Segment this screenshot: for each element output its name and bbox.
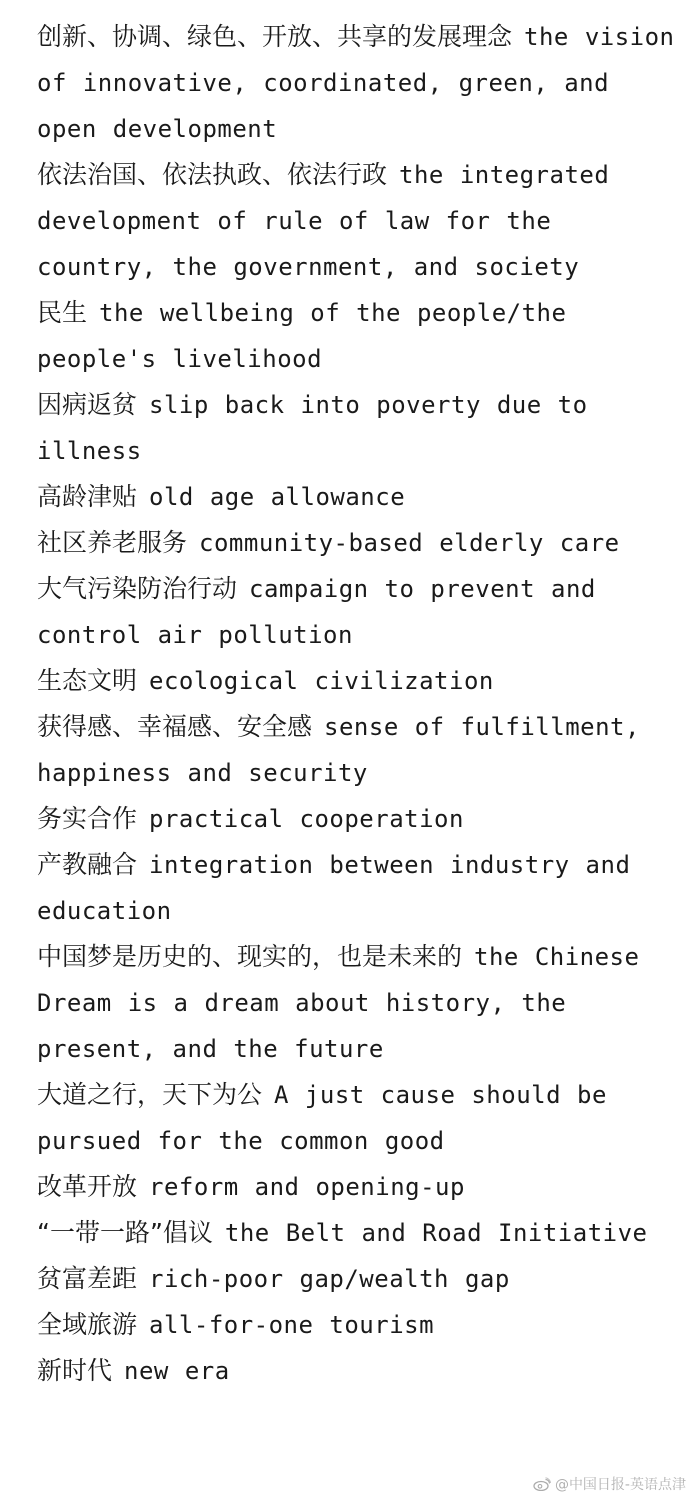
entry-english: new era (124, 1357, 230, 1385)
entry-chinese: 全域旅游 (37, 1310, 138, 1339)
entry-english: A just cause should be pursued for the common good (37, 1081, 607, 1155)
entry-english: the wellbeing of the people/the people's livelihood (37, 299, 567, 373)
glossary-entry (37, 152, 677, 290)
entry-chinese: 获得感、幸福感、安全感 (37, 712, 313, 741)
entry-chinese: 产教融合 (37, 850, 138, 879)
glossary-entry (37, 520, 677, 566)
glossary-entry (37, 1256, 677, 1302)
entry-english: the integrated development of rule of law for the country, the government, and society (37, 161, 610, 281)
entry-english: ecological civilization (149, 667, 494, 695)
glossary-entry (37, 290, 677, 382)
glossary (37, 14, 677, 1394)
entry-english: the Belt and Road Initiative (224, 1219, 648, 1247)
entry-chinese: 依法治国、依法执政、依法行政 (37, 160, 388, 189)
source-watermark (533, 1474, 686, 1494)
entry-english: the Chinese Dream is a dream about history, the present, and the future (37, 943, 640, 1063)
entry-chinese: 贫富差距 (37, 1264, 138, 1293)
entry-english: reform and opening-up (149, 1173, 465, 1201)
glossary-entry (37, 382, 677, 474)
entry-chinese: 民生 (37, 298, 88, 327)
entry-chinese: “一带一路”倡议 (37, 1218, 213, 1247)
glossary-entry (37, 1302, 677, 1348)
entry-english: all-for-one tourism (149, 1311, 435, 1339)
entry-english: practical cooperation (149, 805, 464, 833)
entry-chinese: 社区养老服务 (37, 528, 188, 557)
entry-chinese: 新时代 (37, 1356, 113, 1385)
glossary-entry (37, 704, 677, 796)
entry-chinese: 大气污染防治行动 (37, 574, 238, 603)
entry-english: old age allowance (149, 483, 406, 511)
glossary-entry (37, 14, 677, 152)
entry-english: slip back into poverty due to illness (37, 391, 588, 465)
entry-english: campaign to prevent and control air pollution (37, 575, 596, 649)
glossary-entry (37, 1072, 677, 1164)
glossary-entry (37, 474, 677, 520)
entry-chinese: 中国梦是历史的、现实的，也是未来的 (37, 942, 463, 971)
entry-english: community-based elderly care (199, 529, 620, 557)
glossary-entry (37, 658, 677, 704)
entry-english: the vision of innovative, coordinated, green, and open development (37, 23, 675, 143)
entry-english: integration between industry and education (37, 851, 631, 925)
entry-chinese: 改革开放 (37, 1172, 138, 1201)
entry-chinese: 大道之行，天下为公 (37, 1080, 263, 1109)
glossary-entry (37, 842, 677, 934)
glossary-entry (37, 1164, 677, 1210)
entry-chinese: 高龄津贴 (37, 482, 138, 511)
entry-english: sense of fulfillment, happiness and security (37, 713, 640, 787)
entry-chinese: 务实合作 (37, 804, 138, 833)
entry-chinese: 生态文明 (37, 666, 138, 695)
entry-chinese: 因病返贫 (37, 390, 138, 419)
glossary-entry (37, 934, 677, 1072)
glossary-entry (37, 1210, 677, 1256)
glossary-entry (37, 1348, 677, 1394)
entry-english: rich-poor gap/wealth gap (149, 1265, 510, 1293)
glossary-entry (37, 566, 677, 658)
entry-chinese: 创新、协调、绿色、开放、共享的发展理念 (37, 22, 513, 51)
weibo-icon (533, 1477, 551, 1491)
glossary-entry (37, 796, 677, 842)
watermark-text: @中国日报-英语点津 (554, 1477, 686, 1493)
